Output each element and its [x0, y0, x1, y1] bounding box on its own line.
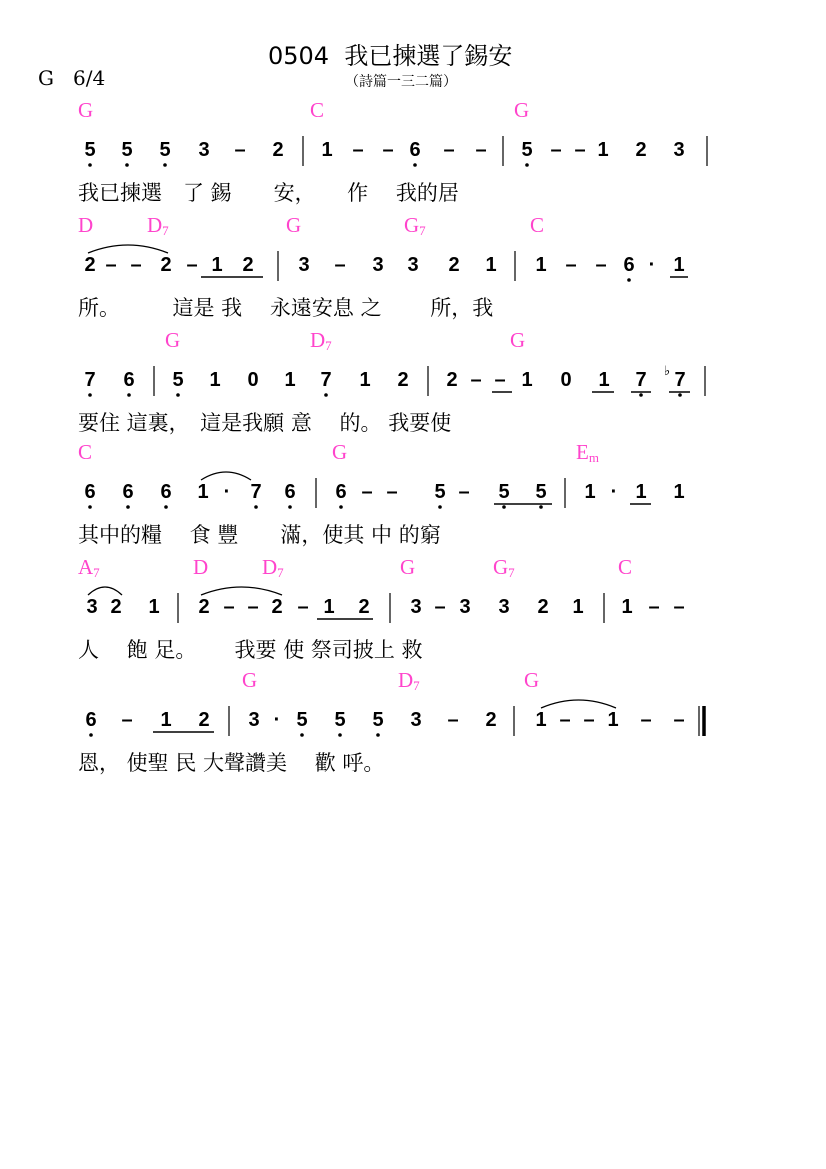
note: 3 [407, 254, 419, 276]
note: 1 [535, 254, 547, 276]
note: – [223, 596, 235, 618]
chord-symbol [530, 215, 544, 236]
low-octave-dot [413, 163, 417, 167]
flat-sign: ♭ [664, 364, 671, 379]
chord-symbol [147, 215, 169, 237]
low-octave-dot [88, 163, 92, 167]
note: 2 [160, 254, 172, 276]
low-octave-dot [163, 163, 167, 167]
chord-quality: 7 [93, 565, 100, 580]
chord-symbol [78, 557, 100, 579]
note: · [273, 709, 281, 731]
note: 2 [198, 709, 210, 731]
note: 2 [110, 596, 122, 618]
note: – [334, 254, 346, 276]
chord-root: G [78, 98, 94, 122]
note: 7 [674, 369, 686, 391]
chord-symbol [78, 442, 92, 463]
note: – [434, 596, 446, 618]
low-octave-dot [639, 393, 643, 397]
chord-root: G [286, 213, 302, 237]
note: – [458, 481, 470, 503]
note: 5 [535, 481, 547, 503]
note: – [447, 709, 459, 731]
chord-symbol [398, 670, 420, 692]
note: 3 [248, 709, 260, 731]
note: 5 [296, 709, 308, 731]
note: 7 [635, 369, 647, 391]
note: – [550, 139, 562, 161]
chord-root: C [618, 555, 633, 579]
chord-symbol [242, 670, 257, 691]
note: · [610, 481, 618, 503]
low-octave-dot [678, 393, 682, 397]
note: 5 [121, 139, 133, 161]
note: 2 [446, 369, 458, 391]
hymn-title: 0504 我已揀選了錫安 [268, 42, 513, 70]
note: 7 [250, 481, 262, 503]
note: – [595, 254, 607, 276]
chord-root: A [78, 555, 94, 579]
note: 1 [635, 481, 647, 503]
note: 6 [623, 254, 635, 276]
chord-quality: 7 [325, 338, 332, 353]
note: 2 [397, 369, 409, 391]
slur-tie [541, 700, 616, 708]
note: 5 [84, 139, 96, 161]
key-signature: G 6/4 [38, 66, 106, 90]
note: 5 [372, 709, 384, 731]
note: – [234, 139, 246, 161]
chord-quality: 7 [508, 565, 515, 580]
low-octave-dot [126, 505, 130, 509]
note: 1 [211, 254, 223, 276]
chord-root: G [165, 328, 181, 352]
slur-tie [88, 587, 122, 595]
note: 2 [358, 596, 370, 618]
chord-symbol [514, 100, 529, 121]
low-octave-dot [339, 505, 343, 509]
note: 5 [434, 481, 446, 503]
low-octave-dot [88, 505, 92, 509]
note: 6 [123, 369, 135, 391]
chord-root: D [398, 668, 414, 692]
note: – [186, 254, 198, 276]
chord-root: D [78, 213, 94, 237]
note: 1 [359, 369, 371, 391]
chord-root: G [514, 98, 530, 122]
note: – [386, 481, 398, 503]
chord-root: G [524, 668, 540, 692]
note: 1 [535, 709, 547, 731]
note: 5 [172, 369, 184, 391]
note: 1 [598, 369, 610, 391]
note: – [673, 709, 685, 731]
chord-root: G [242, 668, 258, 692]
chord-root: D [310, 328, 326, 352]
chord-symbol [524, 670, 539, 691]
slur-tie [201, 587, 282, 595]
note: 6 [85, 709, 97, 731]
low-octave-dot [254, 505, 258, 509]
chord-symbol [310, 330, 332, 352]
low-octave-dot [164, 505, 168, 509]
chord-symbol [78, 100, 93, 121]
chord-root: D [147, 213, 163, 237]
note: 1 [584, 481, 596, 503]
note: · [223, 481, 231, 503]
note: – [361, 481, 373, 503]
low-octave-dot [376, 733, 380, 737]
low-octave-dot [324, 393, 328, 397]
note: 2 [448, 254, 460, 276]
note: 2 [537, 596, 549, 618]
lyric-line: 要住 這裏， 這是我願 意 的。 我要使 [78, 411, 452, 435]
note: 1 [673, 254, 685, 276]
note: 6 [409, 139, 421, 161]
note: – [583, 709, 595, 731]
note: 5 [334, 709, 346, 731]
chord-root: E [576, 440, 589, 464]
low-octave-dot [288, 505, 292, 509]
note: 1 [209, 369, 221, 391]
note: 2 [272, 139, 284, 161]
chord-root: C [310, 98, 325, 122]
note: 6 [84, 481, 96, 503]
chord-symbol [165, 330, 180, 351]
low-octave-dot [176, 393, 180, 397]
note: 7 [320, 369, 332, 391]
note: – [130, 254, 142, 276]
note: 2 [271, 596, 283, 618]
note: – [574, 139, 586, 161]
note: – [382, 139, 394, 161]
note: 6 [160, 481, 172, 503]
low-octave-dot [525, 163, 529, 167]
slur-tie [88, 245, 168, 253]
chord-symbol [262, 557, 284, 579]
low-octave-dot [627, 278, 631, 282]
note: 1 [485, 254, 497, 276]
chord-symbol [493, 557, 515, 579]
note: 1 [160, 709, 172, 731]
note: 2 [242, 254, 254, 276]
lyric-line: 人 飽 足。 我要 使 祭司披上 救 [78, 638, 423, 662]
note: 6 [122, 481, 134, 503]
chord-symbol [400, 557, 415, 578]
note: – [297, 596, 309, 618]
hymn-subtitle: （詩篇一三二篇） [345, 74, 457, 90]
chord-root: D [262, 555, 278, 579]
chord-symbol [510, 330, 525, 351]
chord-quality: m [588, 450, 599, 465]
note: 7 [84, 369, 96, 391]
chord-symbol [618, 557, 632, 578]
note: 1 [284, 369, 296, 391]
chord-root: C [78, 440, 93, 464]
chord-root: G [404, 213, 420, 237]
low-octave-dot [127, 393, 131, 397]
chord-root: G [400, 555, 416, 579]
note: – [673, 596, 685, 618]
note: 6 [284, 481, 296, 503]
note: – [648, 596, 660, 618]
note: · [648, 254, 656, 276]
note: – [443, 139, 455, 161]
note: – [470, 369, 482, 391]
note: 5 [498, 481, 510, 503]
note: 1 [148, 596, 160, 618]
chord-root: G [510, 328, 526, 352]
chord-quality: 7 [413, 678, 420, 693]
note: 1 [597, 139, 609, 161]
note: 6 [335, 481, 347, 503]
low-octave-dot [539, 505, 543, 509]
chord-symbol [286, 215, 301, 236]
lyric-line: 恩， 使聖 民 大聲讚美 歡 呼。 [78, 751, 385, 775]
chord-quality: 7 [162, 223, 169, 238]
note: 3 [298, 254, 310, 276]
chord-symbol [310, 100, 324, 121]
note: 3 [372, 254, 384, 276]
low-octave-dot [502, 505, 506, 509]
note: 3 [673, 139, 685, 161]
note: – [247, 596, 259, 618]
chord-symbol [576, 442, 599, 464]
chord-root: G [332, 440, 348, 464]
note: 5 [521, 139, 533, 161]
low-octave-dot [89, 733, 93, 737]
note: 1 [197, 481, 209, 503]
note: 2 [84, 254, 96, 276]
note: – [352, 139, 364, 161]
note: 1 [621, 596, 633, 618]
chord-root: D [193, 555, 209, 579]
chord-symbol [193, 557, 208, 578]
low-octave-dot [438, 505, 442, 509]
note: 1 [521, 369, 533, 391]
note: 3 [410, 709, 422, 731]
lyric-line: 我已揀選 了 錫 安， 作 我的居 [78, 181, 459, 205]
note: 2 [635, 139, 647, 161]
note: 1 [572, 596, 584, 618]
note: 0 [247, 369, 259, 391]
note: 1 [673, 481, 685, 503]
chord-quality: 7 [419, 223, 426, 238]
low-octave-dot [338, 733, 342, 737]
note: 0 [560, 369, 572, 391]
note: 1 [607, 709, 619, 731]
note: 3 [198, 139, 210, 161]
note: 3 [498, 596, 510, 618]
note: – [105, 254, 117, 276]
chord-root: C [530, 213, 545, 237]
note: 1 [323, 596, 335, 618]
chord-symbol [332, 442, 347, 463]
chord-quality: 7 [277, 565, 284, 580]
note: 2 [198, 596, 210, 618]
note: – [494, 369, 506, 391]
lyric-line: 所。 這是 我 永遠安息 之 所，我 [78, 296, 494, 320]
slur-tie [201, 472, 251, 480]
note: – [640, 709, 652, 731]
note: 3 [459, 596, 471, 618]
low-octave-dot [88, 393, 92, 397]
note: 3 [86, 596, 98, 618]
note: 1 [321, 139, 333, 161]
note: 3 [410, 596, 422, 618]
note: – [121, 709, 133, 731]
low-octave-dot [125, 163, 129, 167]
note: – [565, 254, 577, 276]
low-octave-dot [300, 733, 304, 737]
note: 2 [485, 709, 497, 731]
note: – [559, 709, 571, 731]
note: 5 [159, 139, 171, 161]
chord-symbol [78, 215, 93, 236]
chord-root: G [493, 555, 509, 579]
lyric-line: 其中的糧 食 豐 滿，使其 中 的窮 [78, 523, 441, 547]
note: – [475, 139, 487, 161]
chord-symbol [404, 215, 426, 237]
